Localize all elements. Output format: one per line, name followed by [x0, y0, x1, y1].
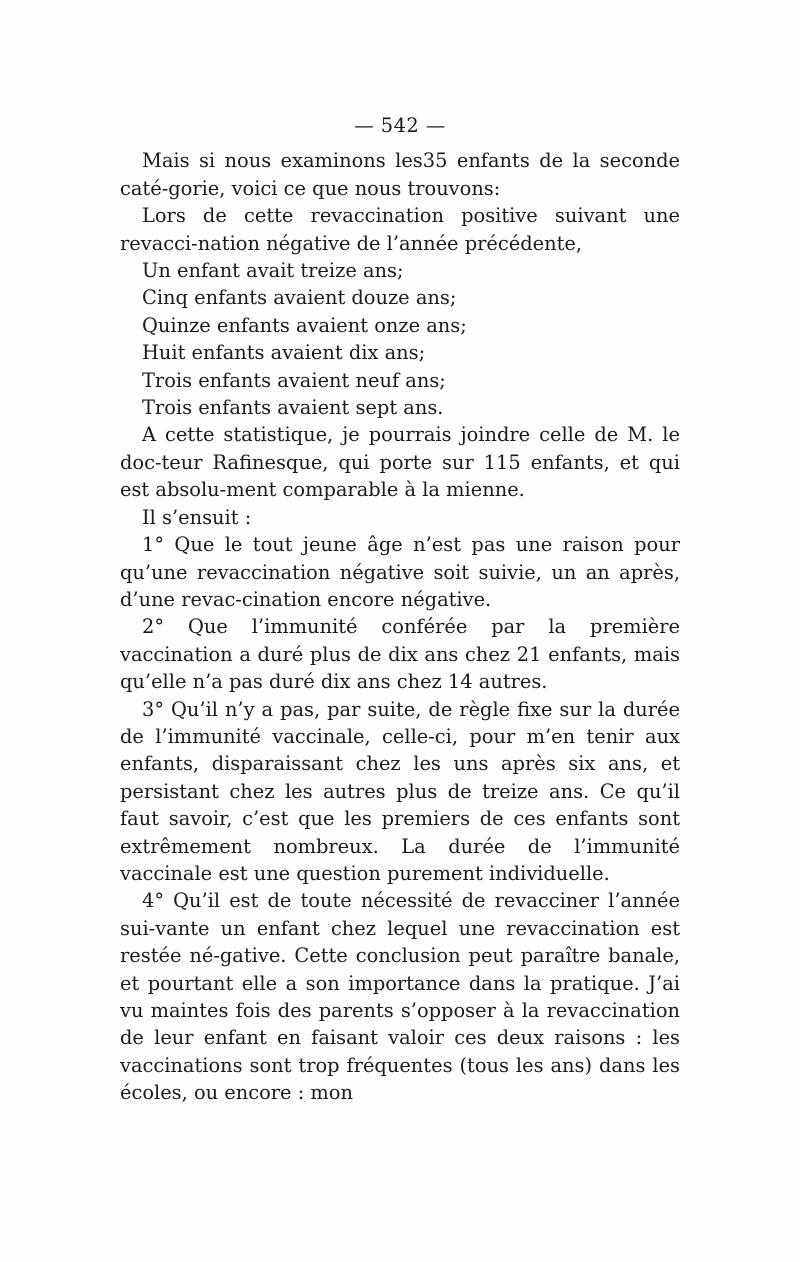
page-number: — 542 — — [354, 114, 446, 137]
paragraph-ensuit: Il s’ensuit : — [142, 505, 252, 529]
conclusion-2: 2° Que l’immunité conférée par la première vaccination a duré plus de dix ans chez 21 enfants, mais qu’elle n’a pas duré dix ans chez 14 autres. — [120, 615, 680, 694]
conclusion-3: 3° Qu’il n’y a pas, par suite, de règle fixe sur la durée de l’immunité vaccinale, celle-ci, pour m’en tenir aux enfants, disparaissant chez les uns après six ans, et persistant chez les autres plus de treize ans. Ce qu’il faut savoir, c’est que les premiers de ces enfants sont extrêmement nombreux. La durée de l’immunité vaccinale est une question purement individuelle. — [120, 697, 680, 885]
list-line-5: Trois enfants avaient neuf ans; — [142, 368, 446, 392]
list-line-1: Un enfant avait treize ans; — [142, 259, 404, 283]
list-line-6: Trois enfants avaient sept ans. — [142, 396, 444, 420]
paragraph-statistique: A cette statistique, je pourrais joindre celle de M. le doc-teur Rafinesque, qui porte sur 115 enfants, et qui est absolu-ment comparable à la mienne. — [120, 423, 680, 502]
paragraph-lors: Lors de cette revaccination positive suivant une revacci-nation négative de l’année précédente, — [120, 204, 680, 255]
conclusion-4: 4° Qu’il est de toute nécessité de revacciner l’année sui-vante un enfant chez lequel une revaccination est restée né-gative. Cette conclusion peut paraître banale, et pourtant elle a son importance dans la pratique. J’ai vu maintes fois des parents s’opposer à la revaccination de leur enfant en faisant valoir ces deux raisons : les vaccinations sont trop fréquentes (tous les ans) dans les écoles, ou encore : mon — [120, 889, 680, 1105]
list-line-3: Quinze enfants avaient onze ans; — [142, 313, 467, 337]
list-line-2: Cinq enfants avaient douze ans; — [142, 286, 457, 310]
text-column — [120, 112, 680, 1107]
conclusion-1: 1° Que le tout jeune âge n’est pas une raison pour qu’une revaccination négative soit suivie, un an après, d’une revac-cination encore négative. — [120, 533, 680, 611]
paragraph-intro: Mais si nous examinons les35 enfants de la seconde caté-gorie, voici ce que nous trouvons: — [120, 149, 680, 200]
list-line-4: Huit enfants avaient dix ans; — [142, 341, 426, 365]
